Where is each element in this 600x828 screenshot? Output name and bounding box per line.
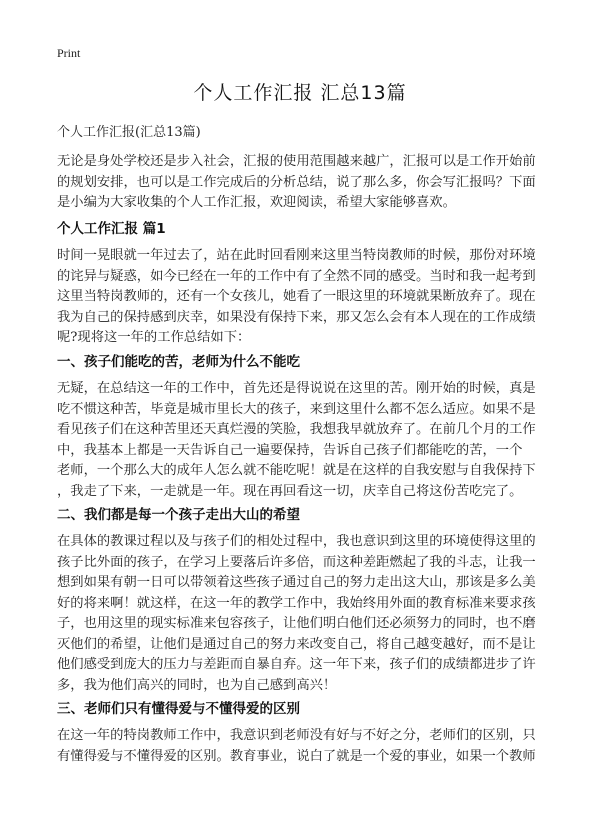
paragraph-2: [57, 532, 547, 696]
paragraph-1: [57, 379, 547, 502]
text-line: 无论是身处学校还是步入社会，汇报的使用范围越来越广，汇报可以是工作开始前: [57, 154, 536, 169]
paragraph-3: [57, 726, 547, 767]
subsection-heading-3: 三、老师们只有懂得爱与不懂得爱的区别: [57, 701, 300, 717]
text-line: 呢?现将这一年的工作总结如下：: [57, 330, 251, 345]
section-title: 个人工作汇报 篇1: [57, 221, 166, 237]
subsection-heading-2: 二、我们都是每一个孩子走出大山的希望: [57, 507, 300, 523]
text-line: 子，也用这里的现实标准来包容孩子，让他们明白他们还必须努力的同时，也不磨: [57, 616, 536, 631]
text-line: 吃不惯这种苦，毕竟是城市里长大的孩子，来到这里什么都不怎么适应。如果不是: [57, 401, 536, 417]
text-line: 在这一年的特岗教师工作中，我意识到老师没有好与不好之分，老师们的区别，只: [57, 728, 536, 743]
text-line: 有懂得爱与不懂得爱的区别。教育事业，说白了就是一个爱的事业，如果一个教师: [57, 748, 536, 764]
subsection-heading-1: 一、孩子们能吃的苦，老师为什么不能吃: [57, 354, 300, 370]
text-line: 的诧异与疑惑，如今已经在一年的工作中有了全然不同的感受。当时和我一起考到: [57, 268, 536, 284]
text-line: 好的将来啊！就这样，在这一年的教学工作中，我始终用外面的教育标准来要求孩: [57, 595, 536, 611]
text-line: 在具体的教课过程以及与孩子们的相处过程中，我也意识到这里的环境使得这里的: [57, 534, 536, 549]
text-line: 多，我为他们高兴的同时，也为自己感到高兴！: [57, 677, 337, 693]
text-line: ，我走了下来，一走就是一年。现在再回看这一切，庆幸自己将这份苦吃完了。: [57, 483, 523, 499]
print-label[interactable]: Print: [57, 46, 81, 60]
text-line: 想到如果有朝一日可以带领着这些孩子通过自己的努力走出这大山，那该是多么美: [57, 575, 536, 590]
text-line: 孩子比外面的孩子，在学习上要落后许多倍，而这种差距燃起了我的斗志，让我一: [57, 554, 536, 570]
text-line: 中，我基本上都是一天告诉自己一遍要保持，告诉自己孩子们都能吃的苦，一个: [57, 442, 523, 458]
text-line: 无疑，在总结这一年的工作中，首先还是得说说在这里的苦。刚开始的时候，真是: [57, 381, 536, 396]
intro-paragraph: [57, 152, 547, 214]
text-line: 时间一晃眼就一年过去了，站在此时回看刚来这里当特岗教师的时候，那份对环境: [57, 248, 536, 263]
text-line: 看见孩子们在这种苦里还天真烂漫的笑脸，我想我早就放弃了。在前几个月的工作: [57, 422, 536, 437]
text-line: 这里当特岗教师的，还有一个女孩儿，她看了一眼这里的环境就果断放弃了。现在: [57, 289, 536, 304]
text-line: 的规划安排，也可以是工作完成后的分析总结，说了那么多，你会写汇报吗？下面: [57, 174, 536, 190]
text-line: 我为自己的保持感到庆幸，如果没有保持下来，那又怎么会有本人现在的工作成绩: [57, 309, 536, 325]
text-line: 他们感受到庞大的压力与差距而自暴自弃。这一年下来，孩子们的成绩都进步了许: [57, 657, 536, 672]
section-intro-paragraph: [57, 246, 547, 349]
text-line: 是小编为大家收集的个人工作汇报，欢迎阅读，希望大家能够喜欢。: [57, 195, 456, 210]
page-title: 个人工作汇报 汇总13篇: [193, 82, 407, 104]
text-line: 灭他们的希望，让他们是通过自己的努力来改变自己，将自己越变越好，而不是让: [57, 636, 536, 652]
text-line: 老师，一个那么大的成年人怎么就不能吃呢！就是在这样的自我安慰与自我保持下: [57, 463, 536, 478]
document-subtitle: 个人工作汇报(汇总13篇): [57, 125, 201, 140]
